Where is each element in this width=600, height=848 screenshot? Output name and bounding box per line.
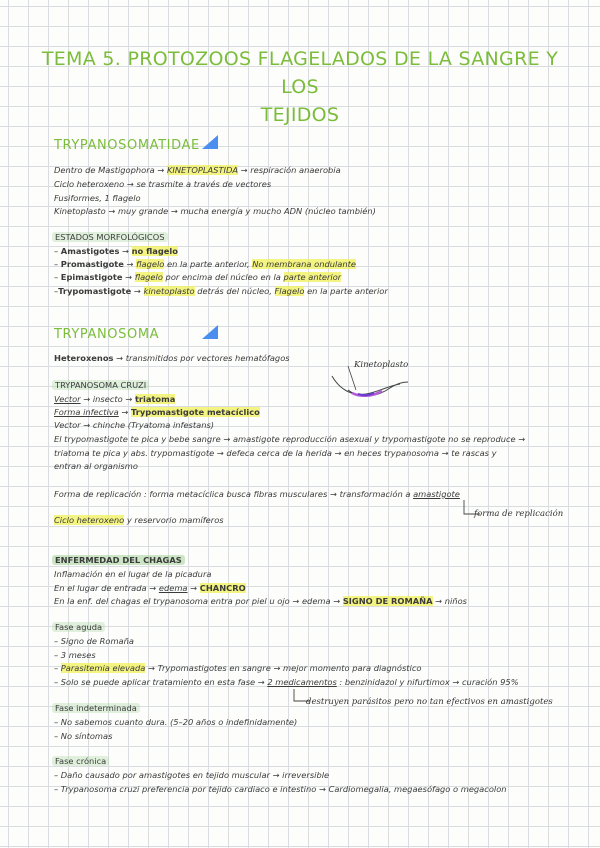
- list-item: – Solo se puede aplicar tratamiento en esta fase → 2 medicamentos : benzinidazol y nifurtimox → curación 95%: [54, 677, 519, 687]
- section-heading-trypanosoma: TRYPANOSOMA: [54, 327, 160, 342]
- title-line-2: TEJIDOS: [260, 104, 340, 126]
- list-item: – No sabemos cuanto dura. (5–20 años o indefinidamente): [54, 717, 298, 727]
- list-item: – No síntomas: [54, 731, 113, 741]
- list-item: – 3 meses: [54, 650, 96, 660]
- text-line: Forma infectiva → Trypomastigote metacíclico: [54, 407, 260, 417]
- page-title: [40, 45, 560, 129]
- list-item: – Amastigotes → no flagelo: [54, 246, 178, 256]
- text-line: Vector → insecto → triatoma: [54, 394, 176, 404]
- text-line: En el lugar de entrada → edema → CHANCRO: [54, 583, 246, 593]
- blue-triangle-icon: [202, 135, 218, 149]
- section-heading-trypanosomatidae: TRYPANOSOMATIDAE: [54, 138, 200, 153]
- text-line: entran al organismo: [54, 461, 138, 471]
- text-line: El trypomastigote te pica y bebe sangre → amastigote reproducción asexual y trypomastigote no se reproduce →: [54, 434, 526, 444]
- text-line: Ciclo heteroxeno y reservorio mamíferos: [54, 515, 224, 525]
- list-item: – Epimastigote → flagelo por encima del núcleo en la parte anterior: [54, 272, 342, 282]
- text-line: triatoma te pica y abs. trypomastigote → defeca cerca de la herida → en heces trypanosoma → te rascas y: [54, 448, 497, 458]
- text-line: Dentro de Mastigophora → KINETOPLASTIDA → respiración anaerobia: [54, 165, 341, 175]
- subheading-estados-morfologicos: ESTADOS MORFOLÓGICOS: [52, 232, 168, 242]
- text-line: En la enf. del chagas el trypanosoma entra por piel u ojo → edema → SIGNO DE ROMAÑA → niños: [54, 596, 467, 606]
- list-item: –Trypomastigote → kinetoplasto detrás del núcleo, Flagelo en la parte anterior: [54, 286, 388, 296]
- title-line-1: TEMA 5. PROTOZOOS FLAGELADOS DE LA SANGRE Y LOS: [41, 48, 559, 98]
- subheading-fase-cronica: Fase crónica: [52, 756, 109, 766]
- text-line: Inflamación en el lugar de la picadura: [54, 569, 212, 579]
- text-line: Kinetoplasto → muy grande → mucha energía y mucho ADN (núcleo también): [54, 206, 376, 216]
- list-item: – Parasitemia elevada → Trypomastigotes en sangre → mejor momento para diagnóstico: [54, 663, 422, 673]
- list-item: – Daño causado por amastigotes en tejido muscular → irreversible: [54, 770, 330, 780]
- subheading-fase-aguda: Fase aguda: [52, 622, 105, 632]
- list-item: – Promastigote → flagelo en la parte anterior, No membrana ondulante: [54, 259, 356, 269]
- subheading-trypanosoma-cruzi: TRYPANOSOMA CRUZI: [52, 380, 149, 390]
- text-line: Ciclo heteroxeno → se trasmite a través de vectores: [54, 179, 272, 189]
- text-line: Forma de replicación : forma metacíclica busca fibras musculares → transformación a amastigote: [54, 489, 460, 499]
- list-item: – Trypanosoma cruzi preferencia por tejido cardiaco e intestino → Cardiomegalia, megaesófago o megacolon: [54, 784, 507, 794]
- drawing-label: Kinetoplasto: [354, 360, 409, 370]
- text-line: Fusiformes, 1 flagelo: [54, 193, 141, 203]
- list-item: – Signo de Romaña: [54, 636, 134, 646]
- blue-triangle-icon: [202, 325, 218, 339]
- subheading-enfermedad-chagas: ENFERMEDAD DEL CHAGAS: [52, 555, 185, 565]
- annotation-note: destruyen parásitos pero no tan efectivos en amastigotes: [306, 697, 553, 707]
- text-line: Heteroxenos → transmitidos por vectores hematófagos: [54, 353, 290, 363]
- subheading-fase-indeterminada: Fase indeterminada: [52, 703, 140, 713]
- text-line: Vector → chinche (Tryatoma infestans): [54, 420, 215, 430]
- annotation-note: forma de replicación: [474, 509, 564, 519]
